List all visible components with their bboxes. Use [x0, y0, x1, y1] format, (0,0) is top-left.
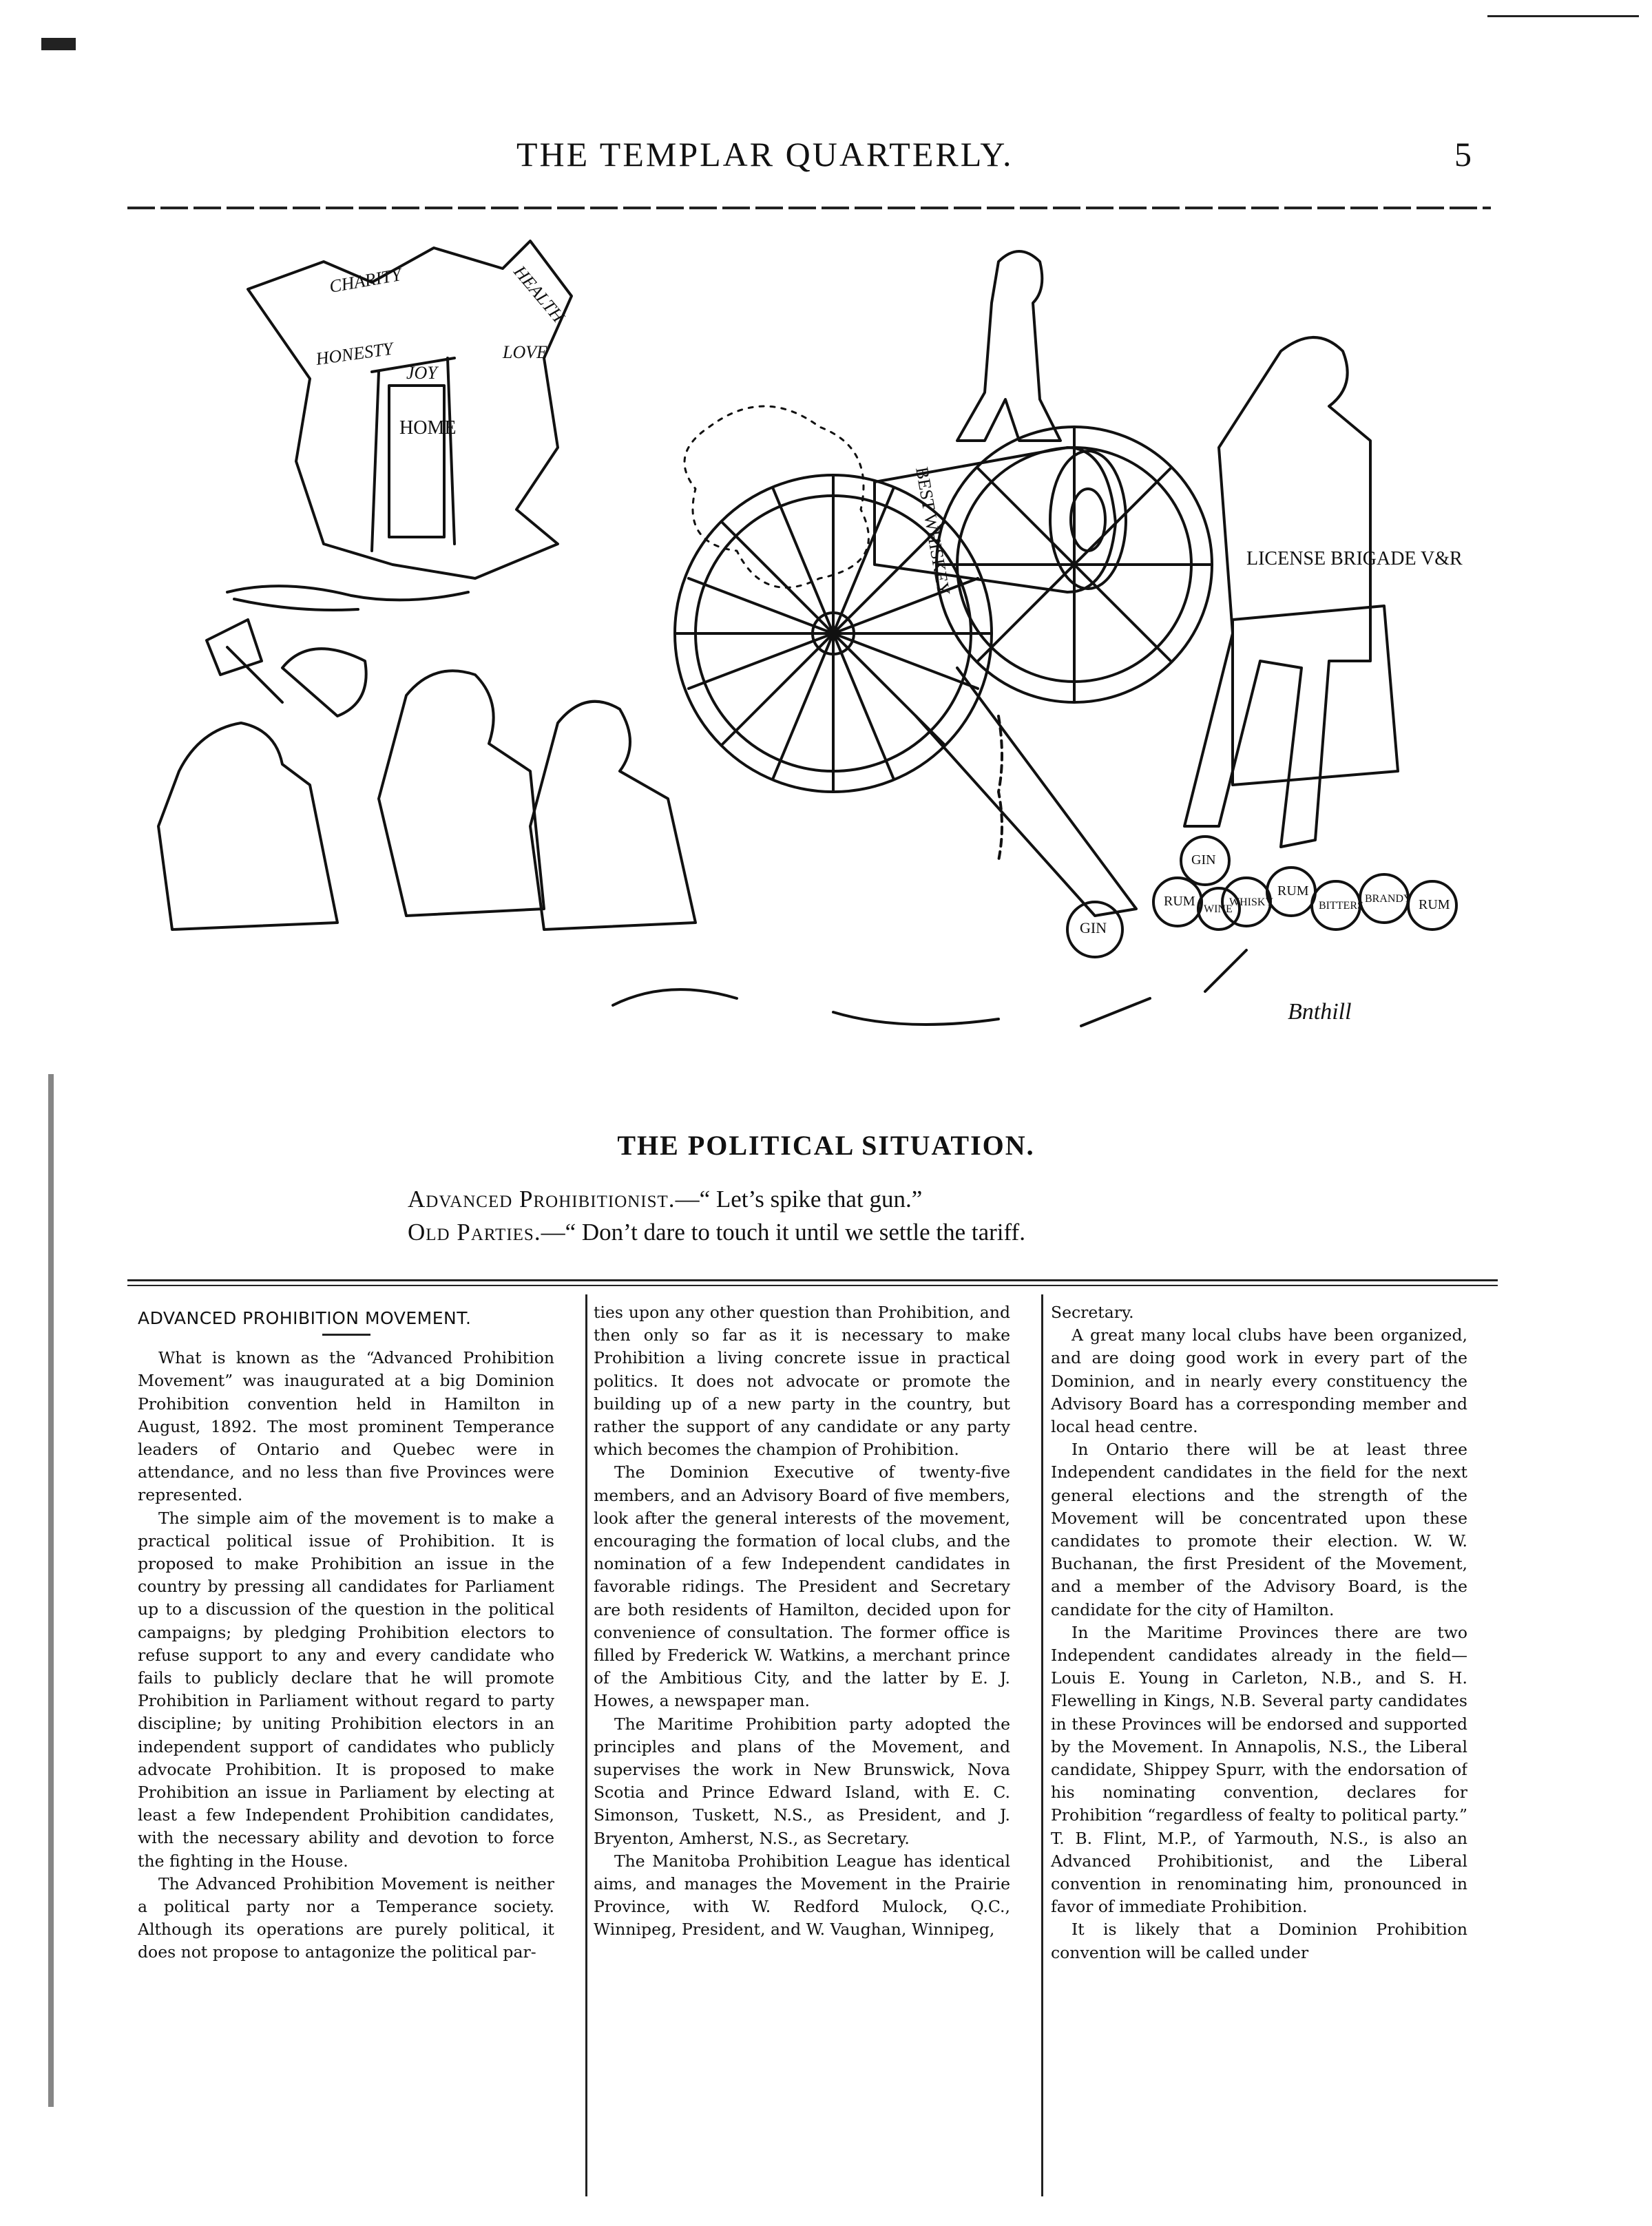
paragraph: The Advanced Prohibition Movement is neither a political party nor a Temperance society. Although its operations are purely political, it does not propose to antagonize the political par-	[138, 1873, 554, 1962]
paragraph: The Manitoba Prohibition League has identical aims, and manages the Movement in the Prairie Province, with W. Redford Mulock, Q.C., Winnipeg, President, and W. Vaughan, Winnipeg,	[594, 1851, 1010, 1940]
top-right-rule	[1487, 15, 1639, 17]
caption-line-1	[408, 1186, 922, 1213]
cartoon-label-love: LOVE	[503, 342, 547, 362]
figure-on-cannon	[957, 251, 1060, 441]
paragraph: It is likely that a Dominion Prohibition convention will be called under	[1051, 1920, 1467, 1962]
paragraph: In the Maritime Provinces there are two Independent candidates already in the field—Louis E. Young in Carleton, N.B., and S. H. Flewelling in Kings, N.B. Several party candidates in these Provinces will be endorsed and supported by the Movement. In Annapolis, N.S., the Liberal candidate, Shippey Spurr, with the endorsation of his nominating convention, declares for Prohibition “regardless of fealty to political party.” T. B. Flint, M.P., of Yarmouth, N.S., is also an Advanced Prohibitionist, and the Liberal convention in renominating him, pronounced in favor of immediate Prohibition.	[1051, 1622, 1467, 1917]
cannonball-label: WINE	[1204, 903, 1233, 915]
caption-speaker-1: Advanced Prohibitionist.	[408, 1186, 676, 1212]
heading-rule	[322, 1334, 370, 1336]
cartoon-label-honesty: HONESTY	[314, 338, 395, 369]
cartoon-label-gun: BEST WHISKEY	[912, 465, 954, 598]
old-party-figure-1	[379, 671, 544, 916]
cannonball-label: WHISKY	[1229, 896, 1273, 908]
caption-quote-1: —“ Let’s spike that gun.”	[675, 1186, 923, 1212]
header-rule	[127, 207, 1491, 209]
ruined-house	[248, 241, 572, 578]
cartoon-label-health: HEALTH	[510, 262, 569, 326]
cannonball-label: GIN	[1080, 919, 1107, 936]
article-heading: ADVANCED PROHIBITION MOVEMENT.	[138, 1308, 472, 1328]
article-column-3	[1051, 1301, 1467, 2203]
hammer	[207, 620, 282, 702]
cannonball-label: BITTERS	[1319, 900, 1363, 912]
license-brigade-figure	[1184, 337, 1370, 847]
cartoon-label-joy: JOY	[406, 363, 437, 383]
cannon-carriage	[916, 668, 1136, 916]
column-rule	[585, 1294, 587, 2196]
cartoon-label-home: HOME	[399, 417, 457, 439]
caption-quote-2: —“ Don’t dare to touch it until we settle the tariff.	[541, 1219, 1025, 1246]
cannonball-label: RUM	[1277, 883, 1309, 899]
paragraph: The simple aim of the movement is to make a practical political issue of Prohibition. It is proposed to make Prohibition an issue in the country by pressing all candidates for Parliament up to a discussion of the question in the political campaigns; by pledging Prohibition electors to refuse support to any and every candidate who fails to publicly declare that he will promote Prohibition in Parliament without regard to party discipline; by uniting Prohibition electors in an independent support of candidates who publicly advocate Prohibition. It is proposed to make Prohibition an issue in Parliament by electing at least a few Independent Prohibition candidates, with the necessary ability and devotion to force the fighting in the House.	[138, 1508, 554, 1871]
cartoon-label-apron: LICENSE BRIGADE V&R	[1246, 548, 1463, 569]
paragraph: ties upon any other question than Prohibition, and then only so far as it is necessary to make Prohibition a living concrete issue in practical politics. It does not advocate or promote the building up of a new party in the country, but rather the support of any candidate or any party which becomes the champion of Prohibition.	[594, 1303, 1010, 1460]
old-party-figure-2	[530, 702, 696, 930]
paragraph: Secretary.	[1051, 1303, 1134, 1322]
running-head	[0, 134, 1652, 189]
cartoon-title: THE POLITICAL SITUATION.	[617, 1130, 1035, 1161]
cartoon-label-charity: CHARITY	[328, 264, 403, 297]
prohibitionist-figure	[158, 723, 337, 930]
paragraph: The Dominion Executive of twenty-five members, and an Advisory Board of five members, look after the general interests of the movement, encouraging the formation of local clubs, and the nomination of a few Independent candidates in favorable ridings. The President and Secretary are both residents of Hamilton, decided upon for convenience of consultation. The former office is filled by Frederick W. Watkins, a merchant prince of the Ambitious City, and the latter by E. J. Howes, a newspaper man.	[594, 1462, 1010, 1711]
political-cartoon	[145, 220, 1494, 1074]
journal-title: THE TEMPLAR QUARTERLY.	[516, 135, 1014, 174]
article-top-rule-thin	[127, 1285, 1498, 1286]
paragraph: What is known as the “Advanced Prohibition Movement” was inaugurated at a big Dominion Prohibition convention held in Hamilton in August, 1892. The most prominent Temperance leaders of Ontario and Quebec were in attendance, and no less than five Provinces were represented.	[138, 1348, 554, 1505]
scan-speck	[48, 1074, 54, 2107]
article-top-rule	[127, 1279, 1498, 1281]
artist-signature: Bnthill	[1288, 999, 1352, 1025]
cannonball-label: RUM	[1164, 894, 1195, 909]
article-column-2	[594, 1301, 1010, 2203]
caption-line-2	[408, 1219, 1025, 1246]
caption-speaker-2: Old Parties.	[408, 1219, 541, 1246]
scan-speck	[41, 38, 76, 50]
paragraph: The Maritime Prohibition party adopted the principles and plans of the Movement, and supervises the work in New Brunswick, Nova Scotia and Prince Edward Island, with E. C. Simonson, Tuskett, N.S., as President, and J. Bryenton, Amherst, N.S., as Secretary.	[594, 1714, 1010, 1848]
paragraph: In Ontario there will be at least three Independent candidates in the field for the next general elections and the strength of the Movement will be concentrated upon these candidates to promote their election. W. W. Buchanan, the first President of the Movement, and a member of the Advisory Board, is the candidate for the city of Hamilton.	[1051, 1440, 1467, 1619]
cannonball-label: RUM	[1419, 897, 1450, 912]
cannonball-label: GIN	[1191, 852, 1216, 868]
paragraph: A great many local clubs have been organized, and are doing good work in every part of the Dominion, and in nearly every constituency the Advisory Board has a corresponding member and local head centre.	[1051, 1325, 1467, 1437]
cannonball-label: BRANDY	[1365, 893, 1412, 905]
fallen-figure	[227, 586, 468, 610]
page-number: 5	[1454, 135, 1472, 174]
column-rule	[1041, 1294, 1043, 2196]
spike	[282, 649, 366, 716]
article-column-1	[138, 1301, 554, 2203]
